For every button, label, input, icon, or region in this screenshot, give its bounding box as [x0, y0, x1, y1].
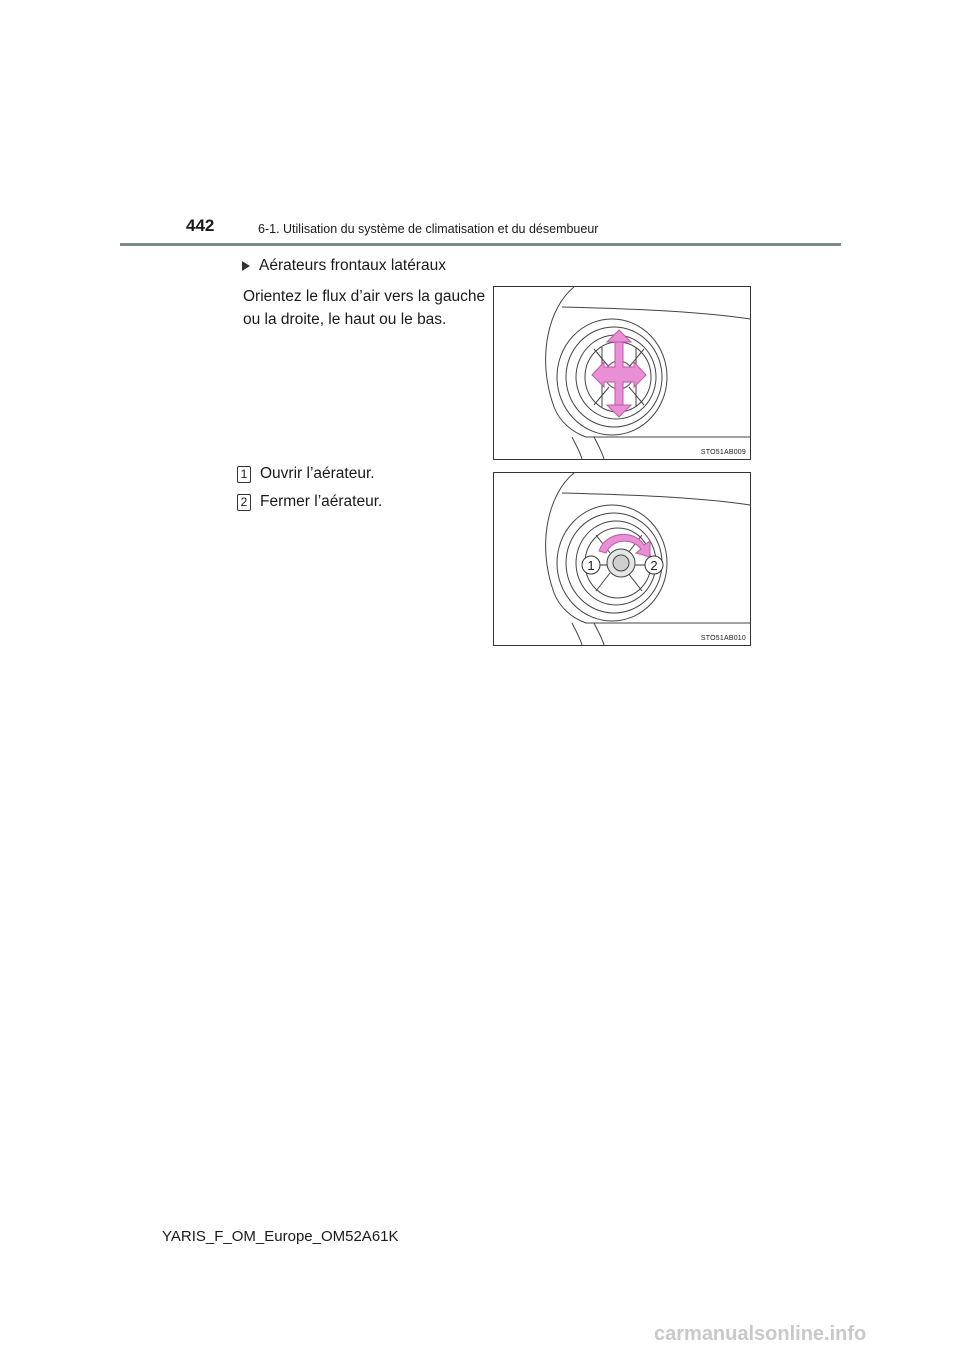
vent-direction-illustration: [494, 287, 750, 459]
step-text: Fermer l’aérateur.: [260, 493, 383, 510]
watermark: carmanualsonline.info: [654, 1323, 867, 1345]
bullet-triangle-icon: [242, 261, 250, 271]
figure-code: STO51AB009: [700, 449, 746, 456]
step-2: [237, 493, 382, 511]
callout-1-label: 1: [587, 558, 595, 573]
callout-2-label: 2: [650, 558, 658, 573]
step-1: [237, 465, 375, 483]
paragraph-line-2: ou la droite, le haut ou le bas.: [243, 311, 447, 328]
step-number-badge: 1: [237, 466, 251, 483]
bullet-heading: [242, 257, 446, 275]
footer-document-id: YARIS_F_OM_Europe_OM52A61K: [162, 1228, 399, 1245]
figure-vent-direction: [493, 286, 751, 460]
paragraph-line-1: Orientez le flux d’air vers la gauche: [243, 288, 486, 305]
four-way-arrow-icon: [592, 330, 646, 417]
section-title: 6-1. Utilisation du système de climatisation et du désembueur: [258, 222, 599, 236]
page-number: 442: [186, 216, 215, 235]
bullet-heading-text: Aérateurs frontaux latéraux: [259, 257, 446, 274]
figure-code: STO51AB010: [700, 635, 746, 642]
figure-vent-open-close: [493, 472, 751, 646]
step-text: Ouvrir l’aérateur.: [260, 465, 375, 482]
instruction-paragraph: [243, 285, 493, 331]
vent-dial-illustration: [494, 473, 750, 645]
step-number-badge: 2: [237, 494, 251, 511]
header-rule: [120, 243, 841, 246]
